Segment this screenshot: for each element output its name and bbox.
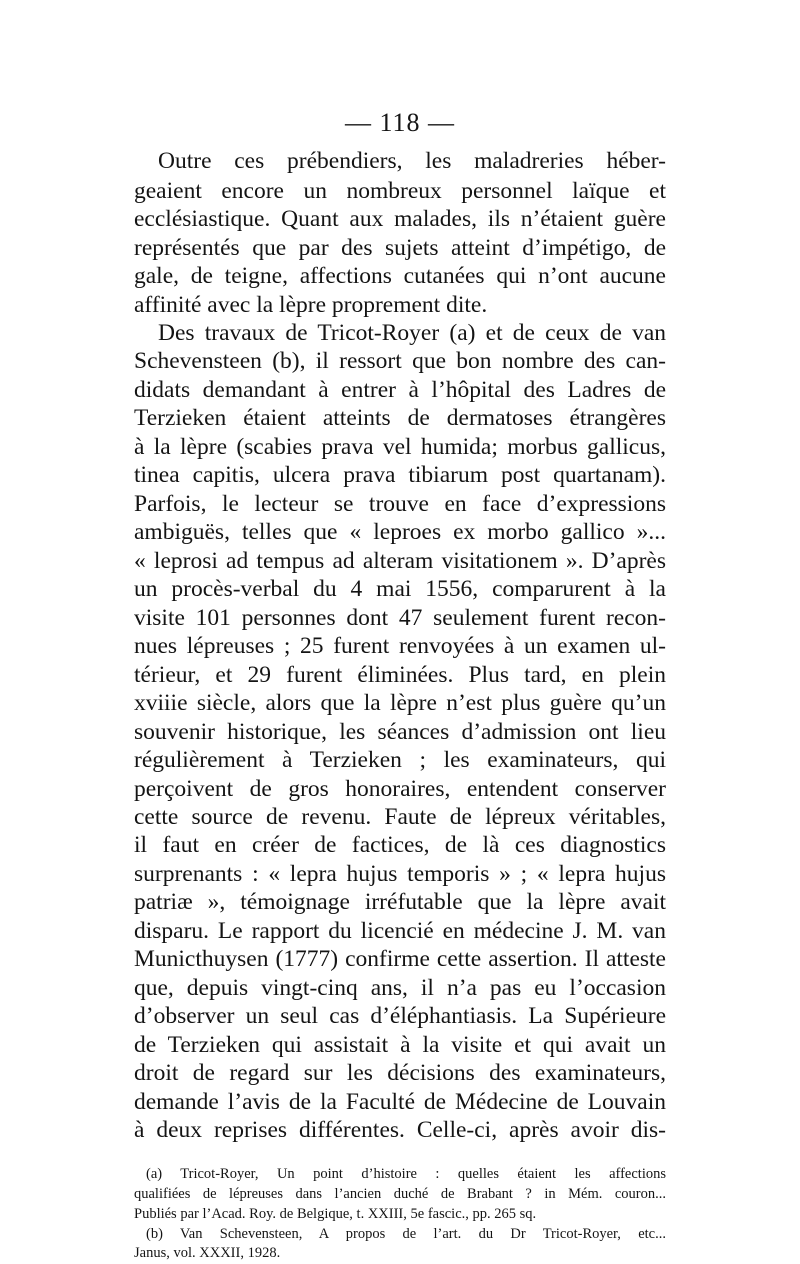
body-line: Parfois, le lecteur se trouve en face d’expressions [134, 491, 666, 517]
body-line: Schevensteen (b), il ressort que bon nombre des can- [134, 348, 666, 374]
body-line: que, depuis vingt-cinq ans, il n’a pas eu l’occasion [134, 975, 666, 1001]
body-line: droit de regard sur les décisions des examinateurs, [134, 1060, 666, 1086]
body-line: surprenants : « lepra hujus temporis » ; « lepra hujus [134, 861, 666, 887]
body-line: disparu. Le rapport du licencié en médecine J. M. van [134, 918, 666, 944]
body-line: patriæ », témoignage irréfutable que la lèpre avait [134, 889, 666, 915]
body-line: souvenir historique, les séances d’admission ont lieu [134, 719, 666, 745]
footnote-line: (b) Van Schevensteen, A propos de l’art. du Dr Tricot-Royer, etc... [146, 1226, 666, 1242]
body-line: geaient encore un nombreux personnel laïque et [134, 178, 666, 204]
body-line: Terzieken étaient atteints de dermatoses étrangères [134, 405, 666, 431]
page-number: — 118 — [344, 108, 456, 137]
body-line: affinité avec la lèpre proprement dite. [134, 292, 488, 318]
body-line: un procès-verbal du 4 mai 1556, comparurent à la [134, 576, 666, 602]
footnote-line: Publiés par l’Acad. Roy. de Belgique, t. XXIII, 5e fascic., pp. 265 sq. [134, 1206, 537, 1222]
body-line: à deux reprises différentes. Celle-ci, après avoir dis- [134, 1117, 666, 1143]
body-line: Outre ces prébendiers, les maladreries héber- [158, 148, 666, 174]
body-line: térieur, et 29 furent éliminées. Plus tard, en plein [134, 662, 666, 688]
footnote-line: (a) Tricot-Royer, Un point d’histoire : quelles étaient les affections [146, 1166, 666, 1182]
body-line: il faut en créer de factices, de là ces diagnostics [134, 832, 666, 858]
body-line: de Terzieken qui assistait à la visite et qui avait un [134, 1032, 666, 1058]
body-line: gale, de teigne, affections cutanées qui n’ont aucune [134, 263, 666, 289]
body-line: représentés que par des sujets atteint d’impétigo, de [134, 235, 666, 261]
footnote-line: qualifiées de lépreuses dans l’ancien duché de Brabant ? in Mém. couron... [134, 1186, 666, 1202]
body-line: demande l’avis de la Faculté de Médecine de Louvain [134, 1089, 666, 1115]
body-line: didats demandant à entrer à l’hôpital des Ladres de [134, 377, 666, 403]
body-line: tinea capitis, ulcera prava tibiarum post quartanam). [134, 462, 666, 488]
body-line: xviiie siècle, alors que la lèpre n’est plus guère qu’un [134, 690, 666, 716]
body-line: régulièrement à Terzieken ; les examinateurs, qui [134, 747, 666, 773]
body-line: perçoivent de gros honoraires, entendent conserver [134, 776, 666, 802]
body-line: d’observer un seul cas d’éléphantiasis. La Supérieure [134, 1003, 666, 1029]
body-line: ambiguës, telles que « leproes ex morbo gallico »... [134, 519, 666, 545]
body-line: à la lèpre (scabies prava vel humida; morbus gallicus, [134, 434, 666, 460]
body-line: Des travaux de Tricot-Royer (a) et de ceux de van [158, 320, 666, 346]
footnote-line: Janus, vol. XXXII, 1928. [134, 1245, 281, 1261]
body-line: visite 101 personnes dont 47 seulement furent recon- [134, 605, 666, 631]
body-line: Municthuysen (1777) confirme cette assertion. Il atteste [134, 946, 666, 972]
body-line: cette source de revenu. Faute de lépreux véritables, [134, 804, 666, 830]
body-line: nues lépreuses ; 25 furent renvoyées à un examen ul- [134, 633, 666, 659]
body-line: « leprosi ad tempus ad alteram visitationem ». D’après [134, 548, 666, 574]
body-line: ecclésiastique. Quant aux malades, ils n’étaient guère [134, 206, 666, 232]
